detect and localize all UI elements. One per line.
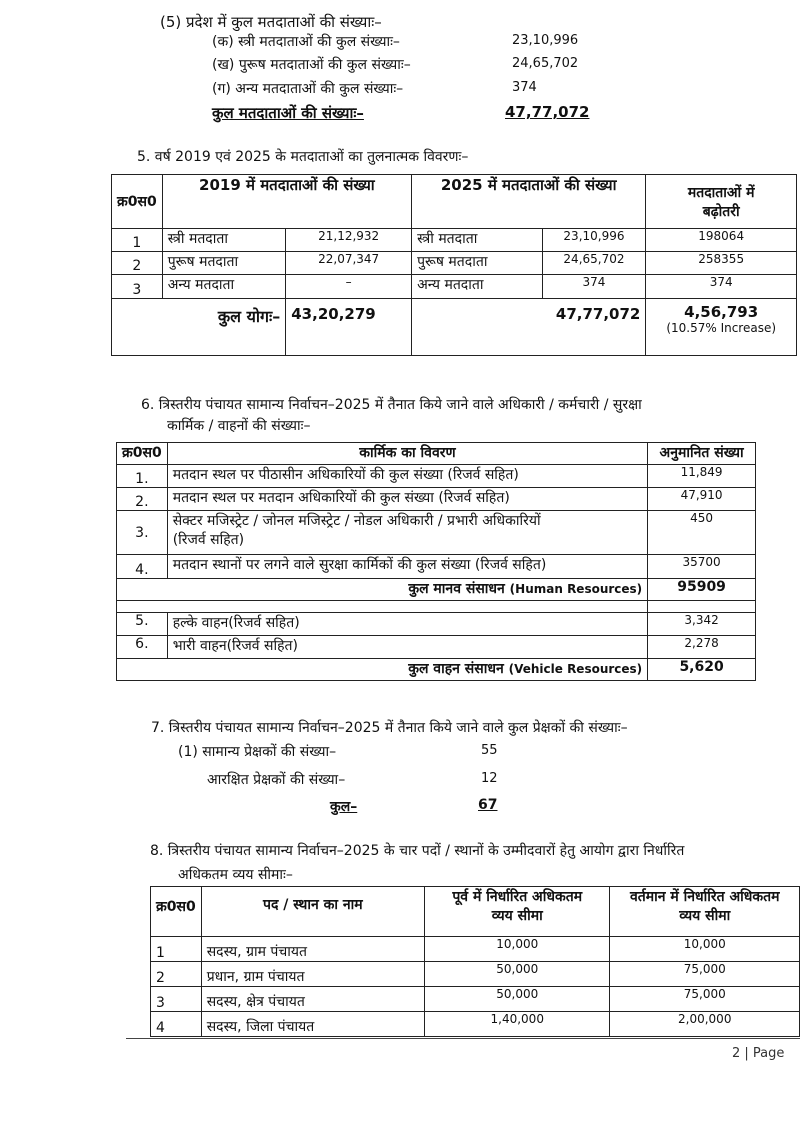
s6-header-count: अनुमानित संख्या bbox=[648, 443, 756, 465]
s5-total-2019: 43,20,279 bbox=[286, 299, 412, 356]
table-row bbox=[151, 987, 800, 1012]
s6-table bbox=[116, 442, 756, 681]
table-row bbox=[112, 275, 797, 299]
s6-r6-val: 2,278 bbox=[648, 636, 756, 659]
s5-r2-inc: 258355 bbox=[646, 252, 797, 275]
s6-r6-desc: भारी वाहन(रिजर्व सहित) bbox=[167, 636, 647, 659]
s5-total-2025: 47,77,072 bbox=[412, 299, 646, 356]
s8-r1-prev: 10,000 bbox=[424, 937, 610, 962]
s5-r1-l2025: स्त्री मतदाता bbox=[412, 229, 543, 252]
s6-r5-sn: 5. bbox=[117, 613, 168, 636]
s6-vr-label-cell bbox=[117, 659, 648, 681]
s5-header-2025: 2025 में मतदाताओं की संख्या bbox=[412, 175, 646, 229]
s6-hr-value: 95909 bbox=[648, 579, 756, 601]
s6-vr-label-en: (Vehicle Resources) bbox=[508, 662, 643, 676]
s8-r4-curr: 2,00,000 bbox=[610, 1012, 800, 1037]
s5-r3-l2025: अन्य मतदाता bbox=[412, 275, 543, 299]
s5-intro-female-label: (क) स्त्री मतदाताओं की कुल संख्याः– bbox=[212, 34, 400, 50]
s5-intro-total-value: 47,77,072 bbox=[505, 103, 590, 121]
s5-header-increase-l2: बढ़ोतरी bbox=[702, 203, 740, 220]
s7-heading: 7. त्रिस्तरीय पंचायत सामान्य निर्वाचन–2025 में तैनात किये जाने वाले कुल प्रेक्षकों की संख्याः– bbox=[151, 720, 628, 736]
s5-r2-sn: 2 bbox=[112, 252, 163, 275]
s5-header-row bbox=[112, 175, 797, 229]
table-row bbox=[117, 636, 756, 659]
s5-total-row bbox=[112, 299, 797, 356]
s8-header-curr bbox=[610, 887, 800, 937]
s5-r1-inc: 198064 bbox=[646, 229, 797, 252]
table-row bbox=[151, 962, 800, 987]
s5-r1-l2019: स्त्री मतदाता bbox=[162, 229, 286, 252]
s6-vr-label: कुल वाहन संसाधन bbox=[408, 661, 504, 677]
s8-heading-line1: 8. त्रिस्तरीय पंचायत सामान्य निर्वाचन–2025 के चार पदों / स्थानों के उम्मीदवारों हेतु आयोग द्वारा निर्धारित bbox=[150, 843, 685, 859]
table-row bbox=[112, 229, 797, 252]
s5-intro-male-value: 24,65,702 bbox=[512, 56, 579, 71]
s5-header-increase-l1: मतदाताओं में bbox=[687, 184, 755, 201]
s5-header-sn: क्र0स0 bbox=[112, 175, 163, 229]
s7-row2-label: आरक्षित प्रेक्षकों की संख्या– bbox=[207, 772, 346, 788]
s8-r1-sn: 1 bbox=[151, 937, 202, 962]
s8-header-prev bbox=[424, 887, 610, 937]
s8-r3-name: सदस्य, क्षेत्र पंचायत bbox=[201, 987, 424, 1012]
s6-r3-sn: 3. bbox=[117, 511, 168, 555]
s6-r1-val: 11,849 bbox=[648, 465, 756, 488]
s6-r3-desc2: (रिजर्व सहित) bbox=[172, 532, 245, 548]
s6-header-row bbox=[117, 443, 756, 465]
s8-r3-curr: 75,000 bbox=[610, 987, 800, 1012]
s8-header-sn: क्र0स0 bbox=[151, 887, 202, 937]
s5-r3-l2019: अन्य मतदाता bbox=[162, 275, 286, 299]
s6-r1-desc: मतदान स्थल पर पीठासीन अधिकारियों की कुल संख्या (रिजर्व सहित) bbox=[167, 465, 647, 488]
s6-r5-desc: हल्के वाहन(रिजर्व सहित) bbox=[167, 613, 647, 636]
s5-r3-v2025: 374 bbox=[542, 275, 646, 299]
s6-r3-val: 450 bbox=[648, 511, 756, 555]
s7-total-label: कुल– bbox=[330, 799, 358, 815]
s8-heading-line2: अधिकतम व्यय सीमाः– bbox=[178, 867, 293, 883]
s6-vr-value: 5,620 bbox=[648, 659, 756, 681]
s5-r2-v2025: 24,65,702 bbox=[542, 252, 646, 275]
s6-r3-desc-cell bbox=[167, 511, 647, 555]
s5-r2-l2019: पुरूष मतदाता bbox=[162, 252, 286, 275]
s8-r4-prev: 1,40,000 bbox=[424, 1012, 610, 1037]
table-row bbox=[117, 555, 756, 579]
footer-divider bbox=[126, 1038, 800, 1039]
s6-heading-line2: कार्मिक / वाहनों की संख्याः– bbox=[167, 418, 311, 434]
s6-header-desc: कार्मिक का विवरण bbox=[167, 443, 647, 465]
s6-heading-line1: 6. त्रिस्तरीय पंचायत सामान्य निर्वाचन–2025 में तैनात किये जाने वाले अधिकारी / कर्मचारी / सुरक्षा bbox=[141, 397, 642, 413]
table-row bbox=[151, 1012, 800, 1037]
s5-r2-l2025: पुरूष मतदाता bbox=[412, 252, 543, 275]
s6-r6-sn: 6. bbox=[117, 636, 168, 659]
s8-r2-name: प्रधान, ग्राम पंचायत bbox=[201, 962, 424, 987]
s6-spacer-cell bbox=[117, 601, 648, 613]
s6-r4-val: 35700 bbox=[648, 555, 756, 579]
table-row bbox=[117, 465, 756, 488]
s8-r2-prev: 50,000 bbox=[424, 962, 610, 987]
s8-header-prev-l1: पूर्व में निर्धारित अधिकतम bbox=[452, 889, 583, 905]
s8-r1-name: सदस्य, ग्राम पंचायत bbox=[201, 937, 424, 962]
s5-r2-v2019: 22,07,347 bbox=[286, 252, 412, 275]
s5-intro-heading: (5) प्रदेश में कुल मतदाताओं की संख्याः– bbox=[160, 13, 382, 31]
s5-intro-other-label: (ग) अन्य मतदाताओं की कुल संख्याः– bbox=[212, 81, 404, 97]
table-row bbox=[117, 613, 756, 636]
s7-row1-label: (1) सामान्य प्रेक्षकों की संख्या– bbox=[178, 744, 337, 760]
s8-r2-sn: 2 bbox=[151, 962, 202, 987]
s7-row2-value: 12 bbox=[481, 771, 498, 786]
s5-header-2019: 2019 में मतदाताओं की संख्या bbox=[162, 175, 411, 229]
s6-spacer-row bbox=[117, 601, 756, 613]
s7-total-value: 67 bbox=[478, 797, 498, 813]
s8-r4-name: सदस्य, जिला पंचायत bbox=[201, 1012, 424, 1037]
s5-header-increase bbox=[646, 175, 797, 229]
s8-header-curr-l2: व्यय सीमा bbox=[679, 908, 731, 924]
s5-heading: 5. वर्ष 2019 एवं 2025 के मतदाताओं का तुलनात्मक विवरणः– bbox=[137, 149, 469, 165]
s6-vr-total-row bbox=[117, 659, 756, 681]
s5-r1-sn: 1 bbox=[112, 229, 163, 252]
s5-intro-female-value: 23,10,996 bbox=[512, 33, 579, 48]
s8-table bbox=[150, 886, 800, 1037]
s6-hr-label-en: (Human Resources) bbox=[509, 582, 643, 596]
s5-total-inc-value: 4,56,793 bbox=[684, 303, 759, 321]
s5-r1-v2025: 23,10,996 bbox=[542, 229, 646, 252]
s6-r4-desc: मतदान स्थानों पर लगने वाले सुरक्षा कार्मिकों की कुल संख्या (रिजर्व सहित) bbox=[167, 555, 647, 579]
s8-header-prev-l2: व्यय सीमा bbox=[491, 908, 543, 924]
table-row bbox=[117, 511, 756, 555]
s5-r1-v2019: 21,12,932 bbox=[286, 229, 412, 252]
s5-r3-sn: 3 bbox=[112, 275, 163, 299]
s5-total-inc-note: (10.57% Increase) bbox=[666, 321, 777, 335]
s6-hr-total-row bbox=[117, 579, 756, 601]
s6-r2-desc: मतदान स्थल पर मतदान अधिकारियों की कुल संख्या (रिजर्व सहित) bbox=[167, 488, 647, 511]
s8-header-row bbox=[151, 887, 800, 937]
s6-spacer-cell-2 bbox=[648, 601, 756, 613]
s6-hr-label-cell bbox=[117, 579, 648, 601]
s5-r3-v2019: – bbox=[286, 275, 412, 299]
s8-r3-sn: 3 bbox=[151, 987, 202, 1012]
s7-row1-value: 55 bbox=[481, 743, 498, 758]
s5-total-label: कुल योगः– bbox=[112, 299, 286, 356]
s5-table bbox=[111, 174, 797, 356]
s6-header-sn: क्र0स0 bbox=[117, 443, 168, 465]
s5-intro-male-label: (ख) पुरूष मतदाताओं की कुल संख्याः– bbox=[212, 57, 411, 73]
s8-header-curr-l1: वर्तमान में निर्धारित अधिकतम bbox=[629, 889, 780, 905]
s8-r4-sn: 4 bbox=[151, 1012, 202, 1037]
s6-r5-val: 3,342 bbox=[648, 613, 756, 636]
page-number: 2 | Page bbox=[732, 1046, 785, 1061]
s6-r2-val: 47,910 bbox=[648, 488, 756, 511]
table-row bbox=[112, 252, 797, 275]
s6-r1-sn: 1. bbox=[117, 465, 168, 488]
table-row bbox=[151, 937, 800, 962]
s8-r2-curr: 75,000 bbox=[610, 962, 800, 987]
s8-r3-prev: 50,000 bbox=[424, 987, 610, 1012]
s5-intro-other-value: 374 bbox=[512, 80, 537, 95]
s5-r3-inc: 374 bbox=[646, 275, 797, 299]
s6-r3-desc: सेक्टर मजिस्ट्रेट / जोनल मजिस्ट्रेट / नोडल अधिकारी / प्रभारी अधिकारियों bbox=[172, 513, 541, 529]
s5-intro-total-label: कुल मतदाताओं की संख्याः– bbox=[212, 104, 364, 122]
s8-r1-curr: 10,000 bbox=[610, 937, 800, 962]
s6-r2-sn: 2. bbox=[117, 488, 168, 511]
table-row bbox=[117, 488, 756, 511]
s6-hr-label: कुल मानव संसाधन bbox=[408, 581, 505, 597]
s5-total-increase bbox=[646, 299, 797, 356]
s6-r4-sn: 4. bbox=[117, 555, 168, 579]
s8-header-name: पद / स्थान का नाम bbox=[201, 887, 424, 937]
